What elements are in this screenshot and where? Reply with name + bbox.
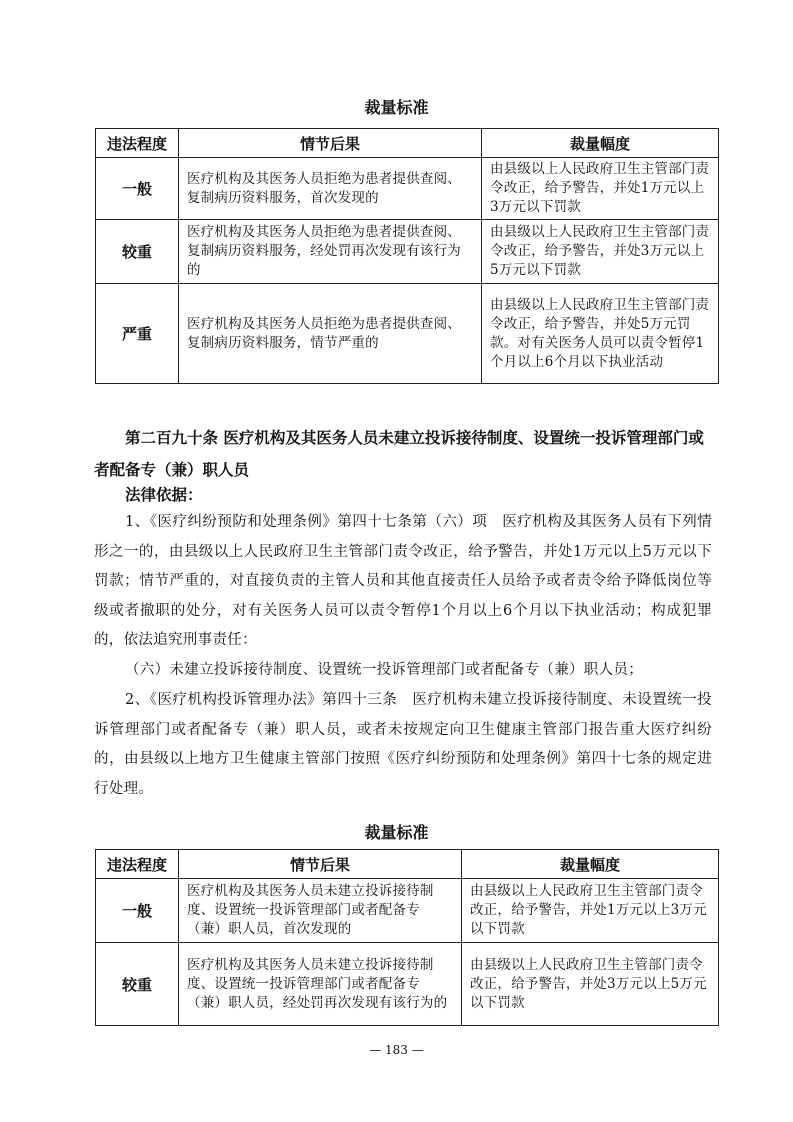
- penalty-cell: 由县级以上人民政府卫生主管部门责令改正，给予警告，并处3万元以上5万元以下罚款: [462, 943, 719, 1026]
- table-header-row: [96, 850, 719, 879]
- page-number: — 183 —: [369, 1043, 424, 1057]
- level-cell: 严重: [96, 284, 179, 384]
- table-row: [96, 220, 719, 284]
- penalty-cell: 由县级以上人民政府卫生主管部门责令改正，给予警告，并处3万元以上5万元以下罚款: [482, 220, 719, 284]
- penalty-cell: 由县级以上人民政府卫生主管部门责令改正，给予警告，并处1万元以上3万元以下罚款: [482, 158, 719, 220]
- level-cell: 一般: [96, 879, 179, 943]
- level-cell: 一般: [96, 158, 179, 220]
- table-row: [96, 158, 719, 220]
- table1: [95, 128, 719, 384]
- table-row: [96, 284, 719, 384]
- circumstance-cell: 医疗机构及其医务人员拒绝为患者提供查阅、复制病历资料服务，首次发现的: [179, 158, 482, 220]
- paragraph-3: 2、《医疗机构投诉管理办法》第四十三条 医疗机构未建立投诉接待制度、未设置统一投诉管理部门或者配备专（兼）职人员，或者未按规定向卫生健康主管部门报告重大医疗纠纷的，由县级以上地方卫生健康主管部门按照《医疗纠纷预防和处理条例》第四十七条的规定进行处理。: [94, 692, 712, 797]
- circumstance-cell: 医疗机构及其医务人员未建立投诉接待制度、设置统一投诉管理部门或者配备专（兼）职人员，首次发现的: [179, 879, 462, 943]
- header-penalty: 裁量幅度: [462, 850, 719, 879]
- paragraph-2: （六）未建立投诉接待制度、设置统一投诉管理部门或者配备专（兼）职人员；: [125, 662, 643, 678]
- penalty-cell: 由县级以上人民政府卫生主管部门责令改正，给予警告，并处1万元以上3万元以下罚款: [462, 879, 719, 943]
- header-circumstance: 情节后果: [179, 850, 462, 879]
- table-header-row: [96, 129, 719, 158]
- header-penalty: 裁量幅度: [482, 129, 719, 158]
- article-title: 第二百九十条 医疗机构及其医务人员未建立投诉接待制度、设置统一投诉管理部门或者配备专（兼）职人员: [94, 429, 704, 479]
- circumstance-cell: 医疗机构及其医务人员拒绝为患者提供查阅、复制病历资料服务，经处罚再次发现有该行为的: [179, 220, 482, 284]
- penalty-cell: 由县级以上人民政府卫生主管部门责令改正，给予警告，并处5万元罚款。对有关医务人员可以责令暂停1个月以上6个月以下执业活动: [482, 284, 719, 384]
- legal-basis-label: 法律依据：: [125, 486, 203, 504]
- table2: [95, 849, 719, 1026]
- header-circumstance: 情节后果: [179, 129, 482, 158]
- table2-caption: 裁量标准: [364, 823, 429, 842]
- level-cell: 较重: [96, 943, 179, 1026]
- table-row: [96, 943, 719, 1026]
- header-level: 违法程度: [96, 850, 179, 879]
- circumstance-cell: 医疗机构及其医务人员未建立投诉接待制度、设置统一投诉管理部门或者配备专（兼）职人员，经处罚再次发现有该行为的: [179, 943, 462, 1026]
- header-level: 违法程度: [96, 129, 179, 158]
- paragraph-1: 1、《医疗纠纷预防和处理条例》第四十七条第（六）项 医疗机构及其医务人员有下列情形之一的，由县级以上人民政府卫生主管部门责令改正，给予警告，并处1万元以上5万元以下罚款；情节严重的，对直接负责的主管人员和其他直接责任人员给予或者责令给予降低岗位等级或者撤职的处分，对有关医务人员可以责令暂停1个月以上6个月以下执业活动；构成犯罪的，依法追究刑事责任：: [94, 514, 712, 648]
- level-cell: 较重: [96, 220, 179, 284]
- table1-caption: 裁量标准: [364, 98, 429, 117]
- table-row: [96, 879, 719, 943]
- circumstance-cell: 医疗机构及其医务人员拒绝为患者提供查阅、复制病历资料服务，情节严重的: [179, 284, 482, 384]
